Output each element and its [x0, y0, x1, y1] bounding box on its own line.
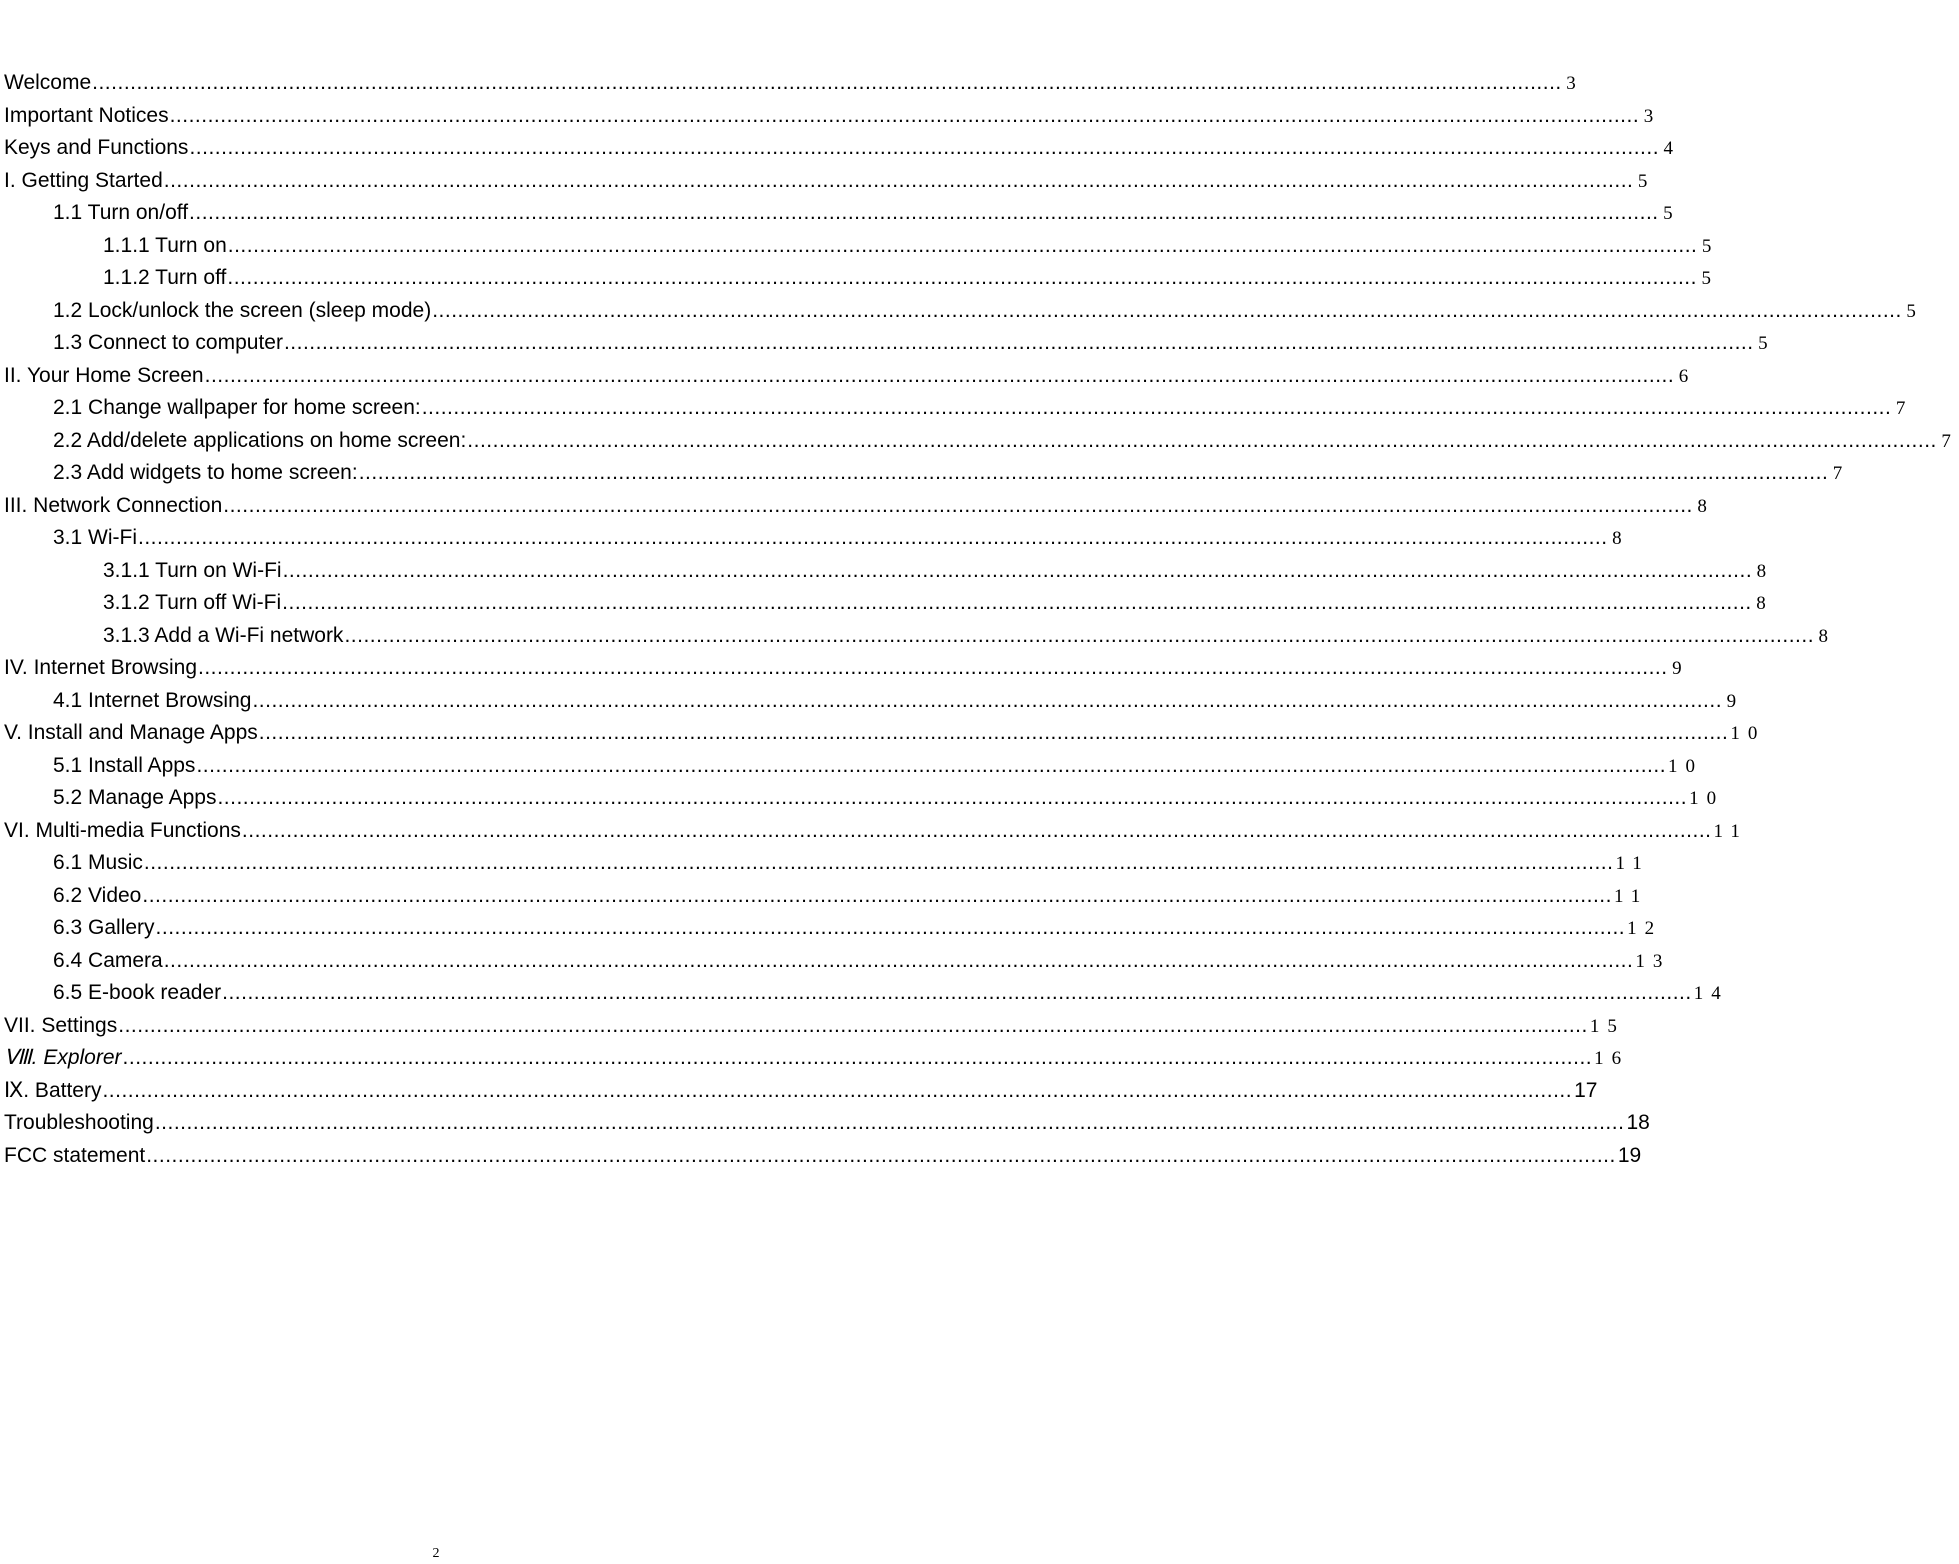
toc-entry[interactable] — [4, 522, 1630, 555]
toc-dot-leader — [196, 750, 1666, 783]
toc-entry-page-number: 7 — [1941, 430, 1959, 452]
toc-dot-leader — [156, 912, 1626, 945]
toc-dot-leader — [146, 1140, 1616, 1173]
toc-entry-title: 6.4 Camera — [53, 948, 163, 972]
toc-entry[interactable] — [4, 197, 1681, 230]
toc-dot-leader — [138, 522, 1608, 555]
toc-entry-title: I. Getting Started — [4, 168, 163, 192]
toc-dot-leader — [164, 945, 1634, 978]
toc-dot-leader — [422, 392, 1892, 425]
toc-entry-page-number: 14 — [1693, 983, 1729, 1004]
toc-entry-title: 1.3 Connect to computer — [53, 331, 283, 354]
toc-entry[interactable] — [4, 1042, 1630, 1075]
toc-entry[interactable] — [4, 1140, 1642, 1173]
toc-entry-title: 1.2 Lock/unlock the screen (sleep mode) — [53, 298, 432, 322]
toc-entry-page-number: 19 — [1617, 1143, 1642, 1167]
toc-entry[interactable] — [4, 327, 1776, 360]
toc-dot-leader — [102, 1075, 1572, 1108]
toc-entry[interactable] — [4, 490, 1715, 523]
toc-entry-page-number: 15 — [1589, 1015, 1625, 1037]
toc-entry-page-number: 5 — [1758, 333, 1776, 354]
toc-entry[interactable] — [4, 815, 1748, 848]
toc-entry-page-number: 3 — [1643, 105, 1662, 127]
toc-entry-page-number: 5 — [1701, 268, 1719, 289]
toc-dot-leader — [189, 132, 1659, 165]
toc-entry-title: II. Your Home Screen — [4, 363, 204, 387]
toc-entry[interactable] — [4, 555, 1775, 588]
toc-dot-leader — [217, 782, 1687, 815]
toc-entry-title: Ⅸ. Battery — [4, 1078, 102, 1102]
toc-entry-page-number: 8 — [1756, 560, 1775, 582]
toc-entry-page-number: 10 — [1730, 723, 1766, 744]
toc-entry[interactable] — [4, 717, 1766, 750]
toc-entry-page-number: 17 — [1574, 1078, 1598, 1102]
toc-dot-leader — [252, 685, 1722, 718]
toc-entry-title: Important Notices — [4, 103, 169, 127]
toc-dot-leader — [359, 457, 1829, 490]
toc-dot-leader — [189, 197, 1659, 230]
toc-entry-title: 6.2 Video — [53, 883, 142, 907]
toc-entry[interactable] — [4, 685, 1745, 718]
toc-entry-title: 6.5 E-book reader — [53, 981, 222, 1004]
toc-entry-title: 1.1.1 Turn on — [103, 233, 227, 257]
toc-entry-page-number: 6 — [1678, 365, 1697, 387]
toc-entry-page-number: 11 — [1713, 820, 1748, 842]
toc-dot-leader — [283, 555, 1753, 588]
toc-entry[interactable] — [4, 620, 1837, 653]
toc-dot-leader — [227, 262, 1697, 295]
toc-entry[interactable] — [4, 457, 1851, 490]
toc-entry-page-number: 18 — [1626, 1111, 1650, 1134]
toc-dot-leader — [144, 847, 1614, 880]
toc-entry-title: Ⅷ. Explorer — [4, 1046, 122, 1069]
toc-entry[interactable] — [4, 425, 1959, 458]
toc-entry[interactable] — [4, 262, 1719, 295]
toc-entry-title: 3.1.1 Turn on Wi-Fi — [103, 558, 282, 582]
toc-dot-leader — [242, 815, 1712, 848]
toc-entry-title: 5.2 Manage Apps — [53, 786, 217, 809]
toc-entry[interactable] — [4, 945, 1671, 978]
toc-entry-title: 1.1 Turn on/off — [53, 201, 189, 224]
toc-entry-page-number: 4 — [1663, 138, 1682, 159]
toc-entry-page-number: 11 — [1613, 885, 1649, 907]
toc-entry-page-number: 10 — [1689, 788, 1725, 809]
toc-entry-title: V. Install and Manage Apps — [4, 721, 258, 744]
toc-entry-title: 2.3 Add widgets to home screen: — [53, 461, 358, 484]
toc-entry-page-number: 3 — [1566, 73, 1584, 94]
toc-entry[interactable] — [4, 652, 1690, 685]
toc-entry-page-number: 13 — [1635, 950, 1671, 972]
toc-entry[interactable] — [4, 912, 1663, 945]
toc-entry-title: 6.1 Music — [53, 851, 143, 874]
toc-entry-title: 5.1 Install Apps — [53, 753, 196, 777]
toc-entry[interactable] — [4, 132, 1682, 165]
toc-entry-page-number: 5 — [1701, 235, 1720, 257]
page-number: 2 — [432, 1546, 440, 1561]
toc-dot-leader — [228, 230, 1698, 263]
toc-entry-title: 2.2 Add/delete applications on home screen: — [53, 428, 467, 452]
toc-entry[interactable] — [4, 847, 1650, 880]
toc-entry[interactable] — [4, 977, 1729, 1010]
toc-entry[interactable] — [4, 67, 1584, 100]
table-of-contents — [4, 67, 1959, 1172]
toc-dot-leader — [259, 717, 1729, 750]
toc-entry-title: IV. Internet Browsing — [4, 656, 197, 679]
toc-dot-leader — [205, 360, 1675, 393]
toc-dot-leader — [92, 67, 1562, 100]
toc-entry-page-number: 8 — [1612, 528, 1630, 549]
toc-entry-title: VI. Multi-media Functions — [4, 818, 241, 842]
toc-entry-page-number: 8 — [1756, 593, 1774, 614]
toc-dot-leader — [155, 1107, 1625, 1140]
toc-dot-leader — [164, 165, 1634, 198]
toc-dot-leader — [344, 620, 1814, 653]
toc-dot-leader — [284, 327, 1754, 360]
toc-dot-leader — [118, 1010, 1588, 1043]
toc-entry-page-number: 5 — [1663, 203, 1681, 224]
toc-entry-title: FCC statement — [4, 1143, 146, 1167]
toc-dot-leader — [170, 100, 1640, 133]
toc-entry-title: Troubleshooting — [4, 1111, 154, 1134]
toc-entry[interactable] — [4, 392, 1914, 425]
toc-entry[interactable] — [4, 1010, 1625, 1043]
toc-entry-page-number: 9 — [1672, 658, 1690, 679]
toc-dot-leader — [198, 652, 1668, 685]
toc-entry-title: III. Network Connection — [4, 493, 223, 517]
toc-entry[interactable] — [4, 360, 1697, 393]
toc-dot-leader — [432, 295, 1902, 328]
toc-entry-page-number: 5 — [1637, 170, 1656, 192]
toc-entry-page-number: 16 — [1594, 1048, 1630, 1069]
toc-entry[interactable] — [4, 295, 1924, 328]
toc-entry-title: 3.1.2 Turn off Wi-Fi — [103, 591, 282, 614]
toc-entry-title: Keys and Functions — [4, 136, 189, 159]
toc-entry[interactable] — [4, 1107, 1650, 1140]
toc-entry-page-number: 12 — [1627, 918, 1663, 939]
toc-entry-page-number: 11 — [1615, 853, 1650, 874]
toc-entry-page-number: 8 — [1697, 495, 1715, 517]
toc-dot-leader — [467, 425, 1937, 458]
toc-entry[interactable] — [4, 782, 1725, 815]
toc-entry-title: 3.1.3 Add a Wi-Fi network — [103, 623, 344, 647]
toc-entry-title: 1.1.2 Turn off — [103, 266, 227, 289]
toc-entry[interactable] — [4, 587, 1774, 620]
toc-entry[interactable] — [4, 880, 1649, 913]
toc-dot-leader — [223, 490, 1693, 523]
toc-entry-title: VII. Settings — [4, 1013, 118, 1037]
toc-entry-page-number: 7 — [1895, 398, 1914, 419]
toc-entry[interactable] — [4, 100, 1662, 133]
toc-entry-title: 4.1 Internet Browsing — [53, 688, 252, 712]
toc-entry-title: 2.1 Change wallpaper for home screen: — [53, 396, 421, 419]
toc-entry[interactable] — [4, 230, 1720, 263]
toc-entry-title: Welcome — [4, 71, 92, 94]
toc-dot-leader — [282, 587, 1752, 620]
toc-dot-leader — [123, 1042, 1593, 1075]
toc-entry-page-number: 8 — [1818, 625, 1837, 647]
toc-entry-page-number: 5 — [1906, 300, 1924, 322]
toc-entry[interactable] — [4, 165, 1656, 198]
toc-entry-page-number: 7 — [1832, 463, 1851, 484]
toc-entry-page-number: 10 — [1668, 755, 1704, 777]
toc-entry-page-number: 9 — [1726, 690, 1745, 712]
toc-entry[interactable] — [4, 750, 1704, 783]
toc-entry-title: 6.3 Gallery — [53, 916, 155, 939]
toc-dot-leader — [222, 977, 1692, 1010]
toc-entry[interactable] — [4, 1075, 1598, 1108]
toc-dot-leader — [142, 880, 1612, 913]
toc-entry-title: 3.1 Wi-Fi — [53, 526, 137, 549]
